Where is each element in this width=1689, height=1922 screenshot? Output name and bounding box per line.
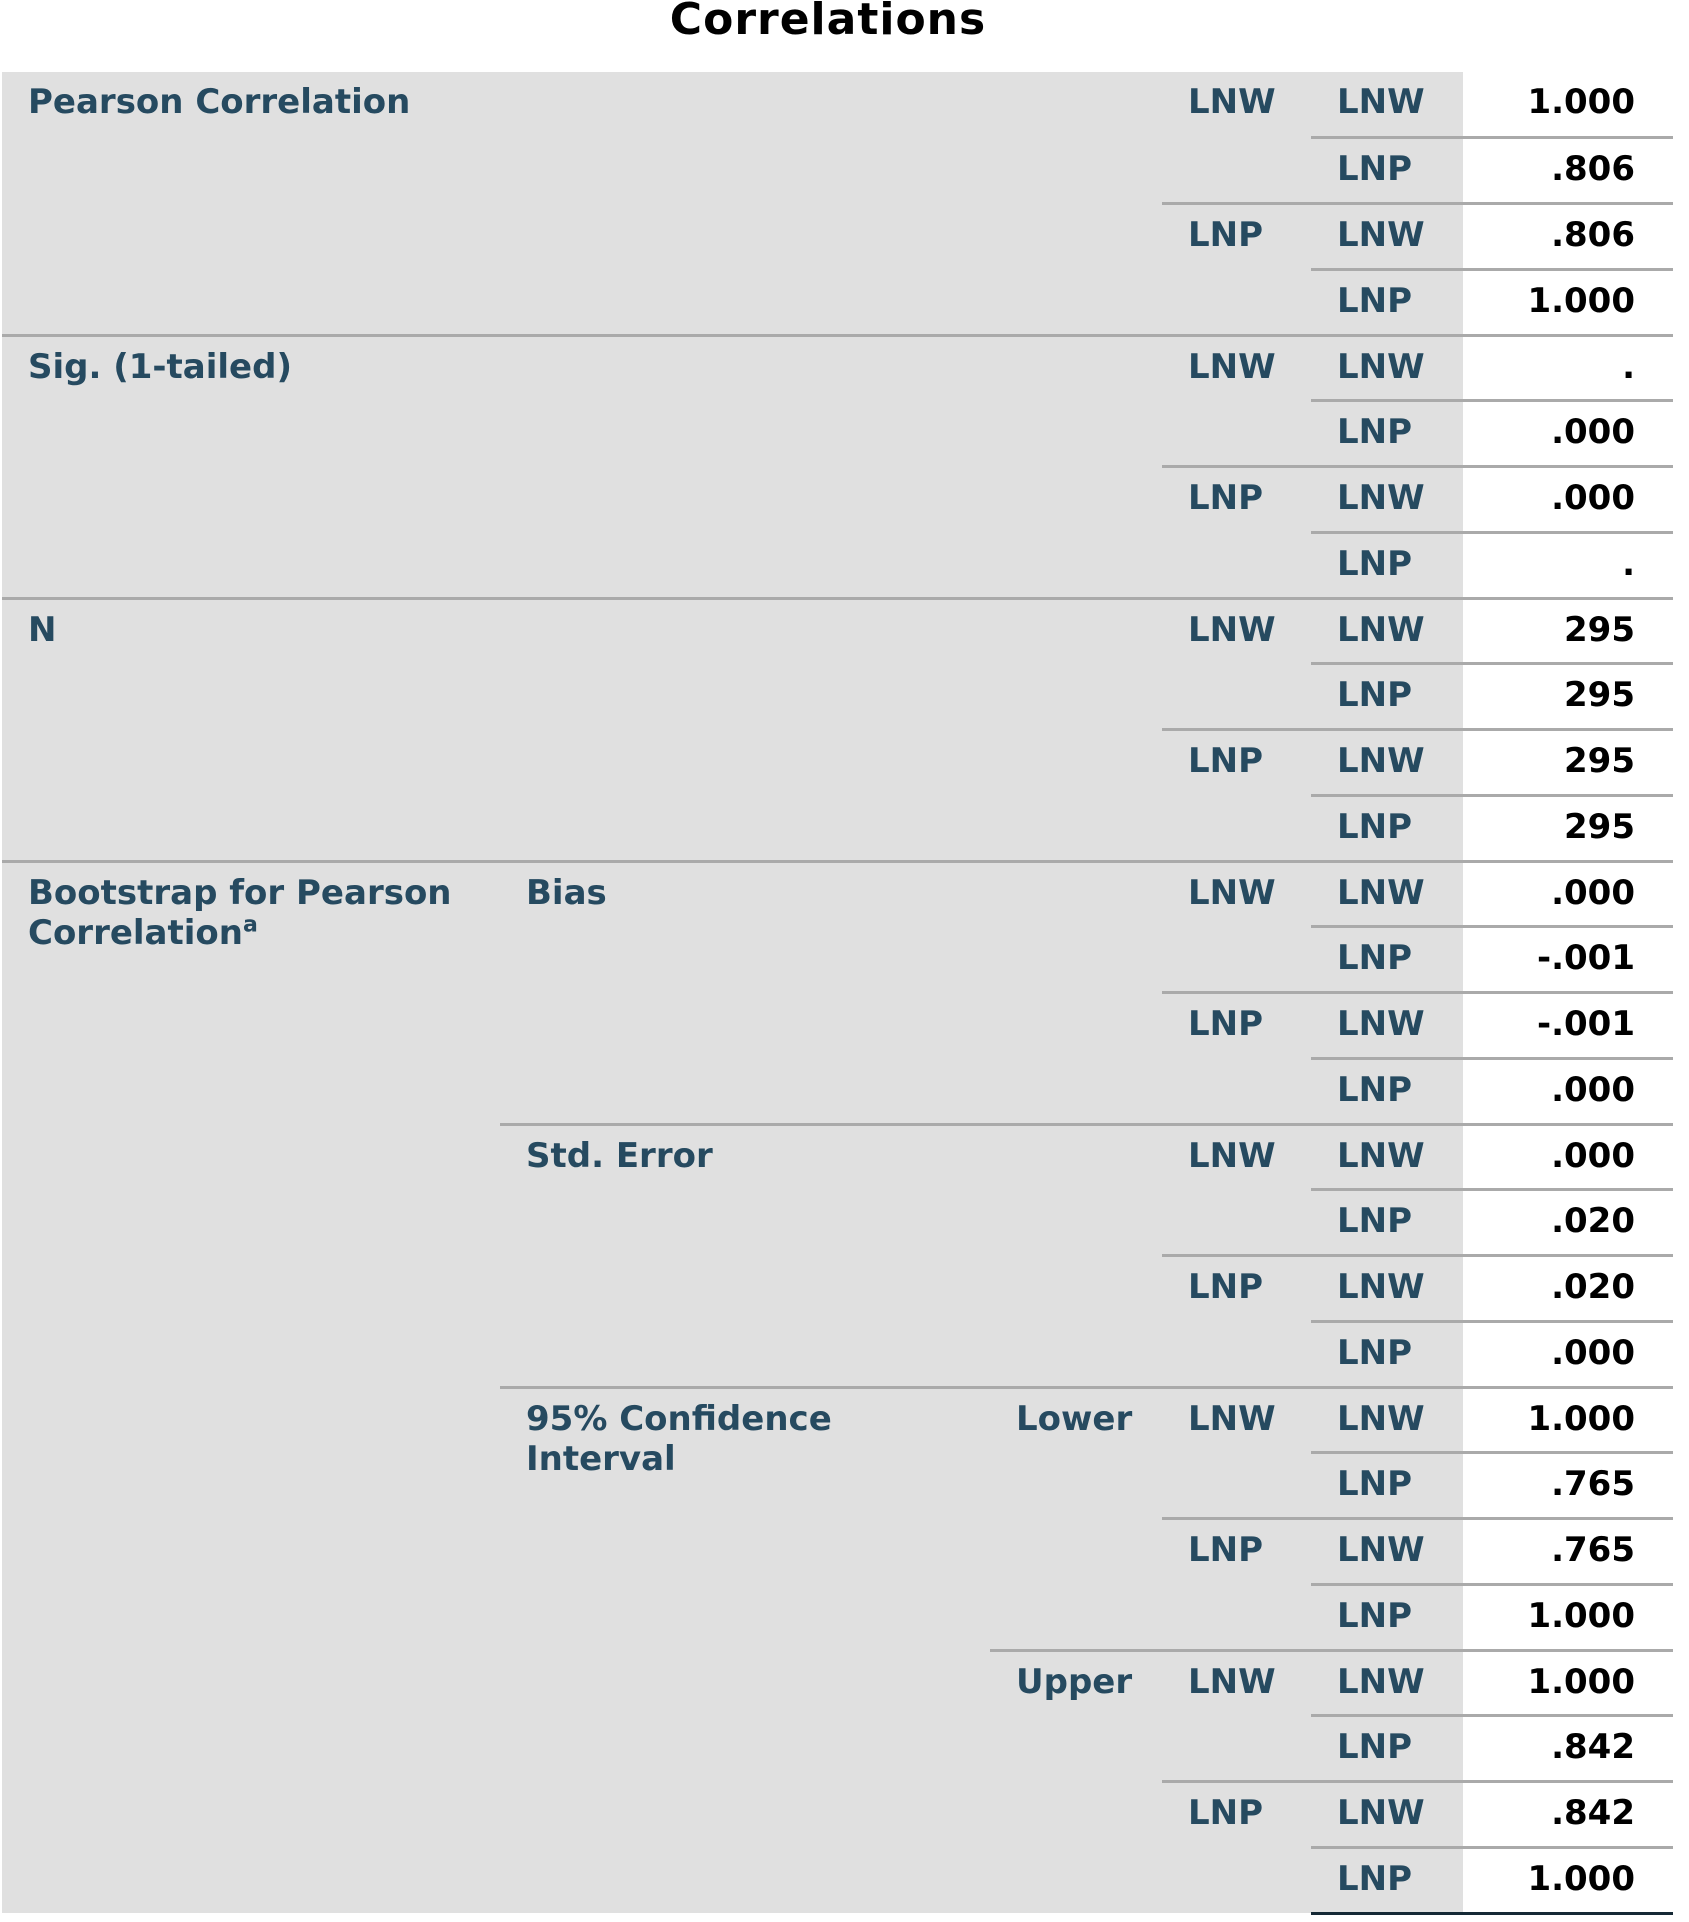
table-row: [2, 335, 1673, 401]
column-variable: [1311, 993, 1463, 1059]
value-cell: [1463, 1782, 1673, 1848]
table-row: [2, 598, 1673, 664]
table-row: [2, 861, 1673, 927]
value-cell: [1463, 927, 1673, 993]
column-variable: [1311, 204, 1463, 270]
column-variable-text: LNW: [1337, 1267, 1425, 1307]
value-cell-text: .020: [1551, 1267, 1635, 1307]
table-title: Correlations: [669, 0, 987, 45]
column-variable-text: LNW: [1337, 872, 1425, 913]
row-variable-text: LNP: [1188, 741, 1264, 781]
value-cell: [1463, 993, 1673, 1059]
row-variable-text: LNP: [1188, 1530, 1264, 1570]
value-cell-text: .765: [1551, 1530, 1635, 1570]
value-cell-text: .000: [1551, 1069, 1635, 1110]
row-variable-text: LNW: [1188, 1135, 1276, 1176]
value-cell-text: .000: [1551, 872, 1635, 913]
column-variable: [1311, 664, 1463, 730]
column-variable-text: LNW: [1337, 1398, 1425, 1439]
column-variable: [1311, 1650, 1463, 1716]
column-variable-text: LNP: [1337, 938, 1413, 979]
statistic-label: [500, 1124, 990, 1387]
value-cell: [1463, 730, 1673, 796]
value-cell: [1463, 1124, 1673, 1190]
value-cell-text: .765: [1551, 1464, 1635, 1505]
row-variable: [1162, 335, 1311, 467]
row-variable: [1162, 467, 1311, 599]
section-label-text: Bootstrap for Pearson Correlation: [28, 872, 452, 954]
column-variable: [1311, 861, 1463, 927]
row-variable-text: LNW: [1188, 1398, 1276, 1439]
section-label: [2, 335, 500, 598]
value-cell-text: .806: [1551, 215, 1635, 255]
row-variable-text: LNW: [1188, 1661, 1276, 1702]
statistic-label-text: Bias: [526, 872, 607, 913]
value-cell: [1463, 1453, 1673, 1519]
column-variable: [1311, 1124, 1463, 1190]
column-variable-text: LNP: [1337, 1858, 1413, 1899]
column-variable: [1311, 1321, 1463, 1387]
column-variable: [1311, 598, 1463, 664]
value-cell: [1463, 1190, 1673, 1256]
column-variable-text: LNP: [1337, 1464, 1413, 1505]
statistic-label: [500, 72, 990, 335]
row-variable: [1162, 730, 1311, 862]
statistic-label: [500, 861, 990, 1124]
statistic-label: [500, 598, 990, 861]
row-variable-text: LNP: [1188, 478, 1264, 518]
column-variable-text: LNP: [1337, 412, 1413, 453]
value-cell: [1463, 1847, 1673, 1913]
row-variable: [1162, 861, 1311, 993]
statistic-label: [500, 1387, 990, 1913]
column-variable: [1311, 1058, 1463, 1124]
column-variable: [1311, 401, 1463, 467]
bound-label: [990, 1387, 1162, 1650]
value-cell-text: .000: [1551, 478, 1635, 518]
column-variable: [1311, 1847, 1463, 1913]
row-variable-text: LNW: [1188, 82, 1276, 122]
value-cell-text: .842: [1551, 1727, 1635, 1768]
column-variable: [1311, 1387, 1463, 1453]
column-variable: [1311, 72, 1463, 138]
statistic-label: [500, 335, 990, 598]
value-cell-text: 1.000: [1527, 82, 1635, 122]
value-cell: [1463, 204, 1673, 270]
value-cell-text: 1.000: [1527, 1661, 1635, 1702]
value-cell-text: .842: [1551, 1793, 1635, 1833]
column-variable: [1311, 335, 1463, 401]
column-variable-text: LNP: [1337, 149, 1413, 190]
column-variable-text: LNP: [1337, 543, 1413, 584]
column-variable: [1311, 1453, 1463, 1519]
column-variable: [1311, 532, 1463, 598]
column-variable: [1311, 1519, 1463, 1585]
value-cell: [1463, 1256, 1673, 1322]
column-variable: [1311, 795, 1463, 861]
value-cell: [1463, 467, 1673, 533]
section-label: [2, 72, 500, 335]
value-cell-text: -.001: [1537, 1004, 1635, 1044]
value-cell-text: 1.000: [1527, 1858, 1635, 1899]
column-variable-text: LNW: [1337, 1004, 1425, 1044]
column-variable-text: LNW: [1337, 478, 1425, 518]
column-variable: [1311, 730, 1463, 796]
row-variable-text: LNP: [1188, 1793, 1264, 1833]
value-cell: [1463, 401, 1673, 467]
value-cell-text: 295: [1564, 741, 1635, 781]
row-variable-text: LNW: [1188, 609, 1276, 650]
column-variable: [1311, 138, 1463, 204]
value-cell-text: 1.000: [1527, 280, 1635, 321]
table-row: [2, 72, 1673, 138]
row-variable: [1162, 72, 1311, 204]
value-cell: [1463, 1519, 1673, 1585]
value-cell: [1463, 1584, 1673, 1650]
value-cell-text: 1.000: [1527, 1595, 1635, 1636]
value-cell: [1463, 1387, 1673, 1453]
row-variable-text: LNP: [1188, 215, 1264, 255]
value-cell: [1463, 72, 1673, 138]
column-variable: [1311, 1190, 1463, 1256]
value-cell: [1463, 861, 1673, 927]
statistic-label-text: Std. Error: [526, 1135, 713, 1176]
section-label: [2, 861, 500, 1913]
value-cell: [1463, 1650, 1673, 1716]
bound-label-text: Upper: [1016, 1661, 1133, 1702]
row-variable: [1162, 1124, 1311, 1256]
row-variable-text: LNW: [1188, 346, 1276, 387]
column-variable-text: LNW: [1337, 82, 1425, 122]
column-variable: [1311, 927, 1463, 993]
column-variable-text: LNW: [1337, 1135, 1425, 1176]
value-cell: [1463, 1716, 1673, 1782]
value-cell: [1463, 532, 1673, 598]
section-label: [2, 598, 500, 861]
row-variable-text: LNP: [1188, 1267, 1264, 1307]
column-variable-text: LNP: [1337, 280, 1413, 321]
column-variable-text: LNW: [1337, 1793, 1425, 1833]
value-cell-text: .: [1622, 346, 1635, 387]
bound-label: [990, 335, 1162, 598]
row-variable: [1162, 1650, 1311, 1782]
column-variable: [1311, 1782, 1463, 1848]
column-variable-text: LNW: [1337, 1661, 1425, 1702]
row-variable: [1162, 598, 1311, 730]
value-cell-text: .000: [1551, 1332, 1635, 1373]
value-cell: [1463, 664, 1673, 730]
bound-label-text: Lower: [1016, 1398, 1133, 1439]
row-variable: [1162, 1782, 1311, 1914]
value-cell: [1463, 269, 1673, 335]
row-variable-text: LNP: [1188, 1004, 1264, 1044]
value-cell-text: .000: [1551, 412, 1635, 453]
value-cell-text: .: [1622, 543, 1635, 584]
row-variable: [1162, 1256, 1311, 1388]
value-cell-text: .020: [1551, 1201, 1635, 1242]
statistic-label-text: 95% Confidence Interval: [526, 1398, 832, 1480]
footnote-marker: a: [242, 912, 258, 938]
column-variable: [1311, 269, 1463, 335]
value-cell-text: 295: [1564, 609, 1635, 650]
column-variable-text: LNP: [1337, 1727, 1413, 1768]
value-cell-text: -.001: [1537, 938, 1635, 979]
value-cell: [1463, 795, 1673, 861]
column-variable-text: LNW: [1337, 1530, 1425, 1570]
column-variable-text: LNP: [1337, 1069, 1413, 1110]
row-variable: [1162, 993, 1311, 1125]
column-variable-text: LNW: [1337, 346, 1425, 387]
value-cell-text: .806: [1551, 149, 1635, 190]
bound-label: [990, 598, 1162, 861]
row-variable: [1162, 204, 1311, 336]
column-variable-text: LNW: [1337, 215, 1425, 255]
section-label-text: Sig. (1-tailed): [28, 346, 292, 387]
bound-label: [990, 861, 1162, 1124]
column-variable-text: LNP: [1337, 1595, 1413, 1636]
row-variable-text: LNW: [1188, 872, 1276, 913]
section-label-text: Pearson Correlation: [28, 82, 411, 122]
column-variable-text: LNP: [1337, 1332, 1413, 1373]
bound-label: [990, 72, 1162, 335]
column-variable-text: LNP: [1337, 806, 1413, 847]
value-cell: [1463, 138, 1673, 204]
value-cell: [1463, 1321, 1673, 1387]
correlations-table: [2, 72, 1673, 1915]
value-cell: [1463, 1058, 1673, 1124]
column-variable-text: LNW: [1337, 609, 1425, 650]
value-cell-text: .000: [1551, 1135, 1635, 1176]
value-cell: [1463, 598, 1673, 664]
bound-label: [990, 1124, 1162, 1387]
value-cell-text: 295: [1564, 806, 1635, 847]
column-variable: [1311, 1256, 1463, 1322]
value-cell-text: 295: [1564, 675, 1635, 716]
section-label-text: N: [28, 609, 57, 650]
column-variable: [1311, 467, 1463, 533]
row-variable: [1162, 1519, 1311, 1651]
bound-label: [990, 1650, 1162, 1913]
column-variable-text: LNP: [1337, 675, 1413, 716]
value-cell: [1463, 335, 1673, 401]
column-variable: [1311, 1584, 1463, 1650]
value-cell-text: 1.000: [1527, 1398, 1635, 1439]
column-variable-text: LNP: [1337, 1201, 1413, 1242]
column-variable-text: LNW: [1337, 741, 1425, 781]
row-variable: [1162, 1387, 1311, 1519]
column-variable: [1311, 1716, 1463, 1782]
